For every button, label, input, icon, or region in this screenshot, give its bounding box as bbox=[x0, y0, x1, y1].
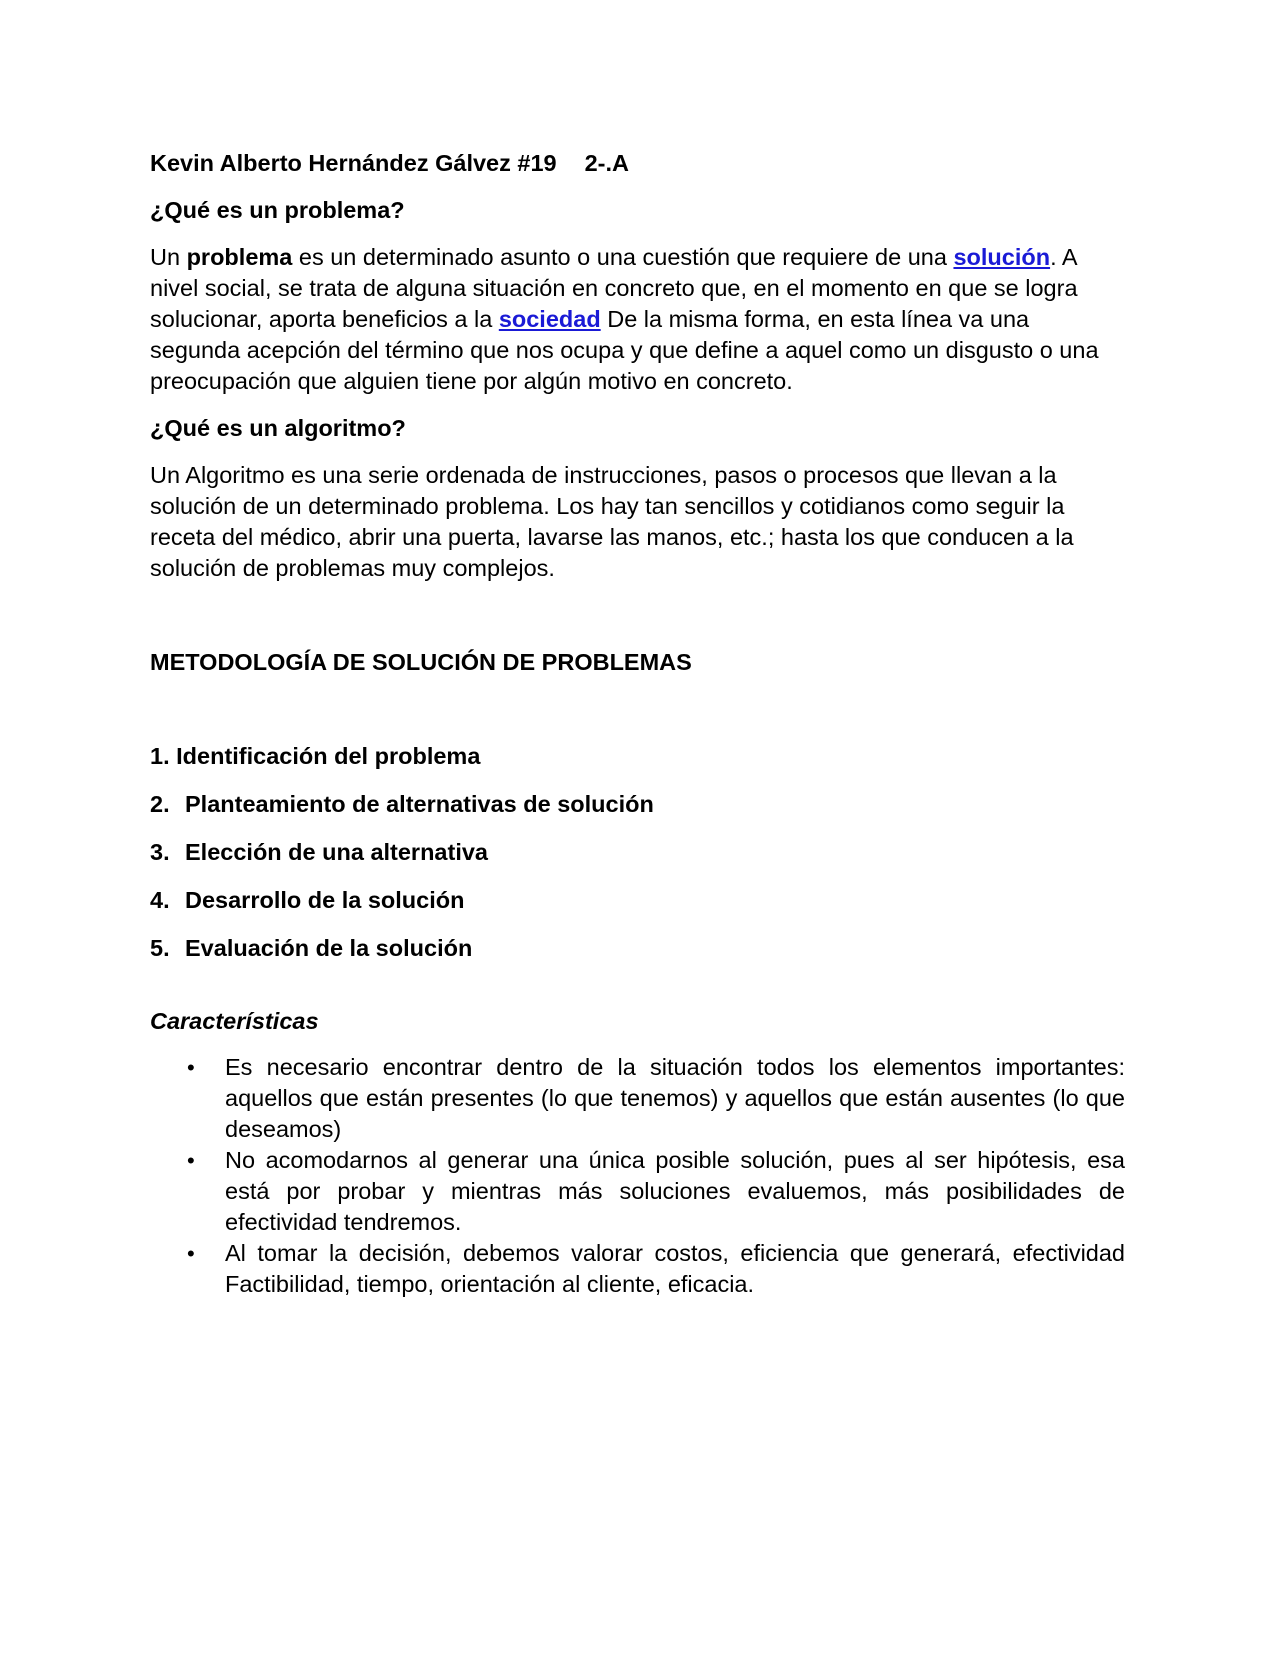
step-item bbox=[150, 885, 1125, 916]
list-item-text: No acomodarnos al generar una única posible solución, pues al ser hipótesis, esa está por probar y mientras más soluciones evaluemos, más posibilidades de efectividad tendremos. bbox=[225, 1147, 1125, 1235]
step-number: 2. bbox=[150, 791, 170, 817]
bullet-icon: • bbox=[187, 1055, 195, 1080]
algorithm-paragraph: Un Algoritmo es una serie ordenada de instrucciones, pasos o procesos que llevan a la solución de un determinado problema. Los hay tan sencillos y cotidianos como seguir la receta del médico, abrir una puerta, lavarse las manos, etc.; hasta los que conducen a la solución de problemas muy complejos. bbox=[150, 462, 1074, 581]
step-label: Elección de una alternativa bbox=[185, 839, 488, 865]
author-group: 2-.A bbox=[584, 150, 630, 176]
bullet-icon: • bbox=[187, 1241, 195, 1266]
list-item-text: Es necesario encontrar dentro de la situación todos los elementos importantes: aquellos que están presentes (lo que tenemos) y aquellos que están ausentes (lo que deseamos) bbox=[225, 1054, 1125, 1142]
solucion-link[interactable]: solución bbox=[953, 244, 1051, 270]
step-label: Planteamiento de alternativas de solución bbox=[185, 791, 654, 817]
bullet-icon: • bbox=[187, 1148, 195, 1173]
step-label: Identificación del problema bbox=[176, 743, 481, 769]
methodology-steps bbox=[150, 741, 1125, 964]
problem-text-mid1: es un determinado asunto o una cuestión que requiere de una bbox=[292, 244, 954, 270]
problem-bold-term: problema bbox=[186, 244, 293, 270]
characteristics-title: Características bbox=[150, 1008, 319, 1034]
problem-text-end: De la misma forma, en esta línea va una segunda acepción del término que nos ocupa y que define a aquel como un disgusto o una preocupación que alguien tiene por algún motivo en concreto. bbox=[150, 306, 1099, 394]
step-number: 3. bbox=[150, 839, 170, 865]
list-item bbox=[150, 1238, 1125, 1300]
author-line bbox=[150, 148, 1125, 179]
characteristics-list bbox=[150, 1052, 1125, 1300]
document-page bbox=[150, 148, 1125, 1300]
step-item bbox=[150, 789, 1125, 820]
sociedad-link[interactable]: sociedad bbox=[498, 306, 601, 332]
step-item bbox=[150, 933, 1125, 964]
list-item-text: Al tomar la decisión, debemos valorar costos, eficiencia que generará, efectividad Factibilidad, tiempo, orientación al cliente, eficacia. bbox=[225, 1240, 1125, 1297]
algorithm-heading: ¿Qué es un algoritmo? bbox=[150, 415, 406, 441]
step-label: Evaluación de la solución bbox=[185, 935, 473, 961]
step-number: 4. bbox=[150, 887, 170, 913]
step-item bbox=[150, 837, 1125, 868]
author-name: Kevin Alberto Hernández Gálvez #19 bbox=[150, 150, 557, 176]
step-label: Desarrollo de la solución bbox=[185, 887, 465, 913]
problem-text-mid2: . A nivel social, se trata de alguna situación en concreto que, en el momento en que se logra solucionar, aporta beneficios a la bbox=[150, 244, 1078, 332]
problem-text-start: Un bbox=[150, 244, 187, 270]
methodology-title: METODOLOGÍA DE SOLUCIÓN DE PROBLEMAS bbox=[150, 649, 692, 675]
step-item bbox=[150, 741, 1125, 772]
step-number: 5. bbox=[150, 935, 170, 961]
list-item bbox=[150, 1145, 1125, 1238]
list-item bbox=[150, 1052, 1125, 1145]
step-number: 1. bbox=[150, 743, 170, 769]
problem-heading: ¿Qué es un problema? bbox=[150, 197, 405, 223]
problem-paragraph bbox=[150, 242, 1125, 397]
